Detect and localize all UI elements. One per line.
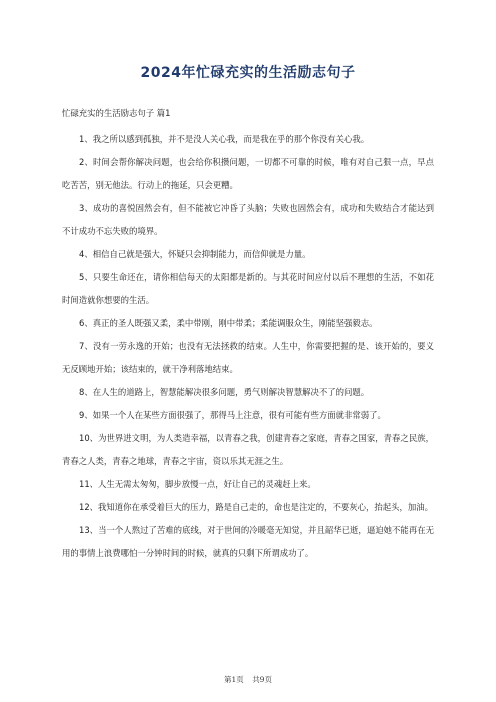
- paragraph: 1、我之所以感到孤独，并不是没人关心我，而是我在乎的那个你没有关心我。: [79, 134, 370, 144]
- section-heading: 忙碌充实的生活励志句子 篇1: [62, 108, 171, 118]
- document-title: 2024年忙碌充实的生活励志句子: [140, 65, 356, 81]
- paragraph: 13、当一个人熬过了苦难的底线，对于世间的冷暖毫无知觉，并且韶华已逝，逼迫她不能再在无用的事情上浪费哪怕一分钟时间的时候，就真的只剩下所谓成功了。: [62, 525, 434, 558]
- paragraph: 9、如果一个人在某些方面很强了，那得马上注意，很有可能有些方面就非常弱了。: [79, 410, 386, 420]
- page-footer: [0, 674, 496, 685]
- paragraph: 8、在人生的道路上，智慧能解决很多问题，勇气则解决智慧解决不了的问题。: [79, 387, 370, 397]
- paragraph: 2、时间会帮你解决问题，也会给你积攒问题，一切都不可靠的时候，唯有对自己狠一点，早点吃苦苦，别无他法。行动上的拖延，只会更糟。: [62, 157, 434, 190]
- paragraph: 4、相信自己就是强大，怀疑只会抑制能力，而信仰就是力量。: [79, 249, 311, 259]
- paragraph: 5、只要生命还在，请你相信每天的太阳都是新的。与其花时间应付以后不理想的生活，不如花时间造就你想要的生活。: [62, 272, 434, 305]
- page-total: 共9页: [252, 675, 272, 684]
- page-number: 第1页: [224, 675, 244, 684]
- document-body: [62, 128, 434, 565]
- paragraph: 3、成功的喜悦固然会有，但不能被它冲昏了头脑；失败也固然会有，成功和失败结合才能达到不计成功不忘失败的境界。: [62, 203, 434, 236]
- paragraph: 6、真正的圣人既强又柔，柔中带刚，刚中带柔；柔能调服众生，刚能坚强毅志。: [79, 318, 378, 328]
- paragraph: 11、人生无需太匆匆，脚步放慢一点，好让自己的灵魂赶上来。: [79, 479, 316, 489]
- paragraph: 7、没有一劳永逸的开始；也没有无法拯救的结束。人生中，你需要把握的是、该开始的，要义无反顾地开始；该结束的，就干净利落地结束。: [62, 341, 434, 374]
- paragraph: 12、我知道你在承受着巨大的压力，路是自己走的，命也是注定的，不要灰心，抬起头，加油。: [79, 502, 434, 512]
- paragraph: 10、为世界进文明，为人类造幸福，以青春之我，创建青春之家庭，青春之国家，青春之民族，青春之人类，青春之地球，青春之宇宙，资以乐其无涯之生。: [62, 433, 434, 466]
